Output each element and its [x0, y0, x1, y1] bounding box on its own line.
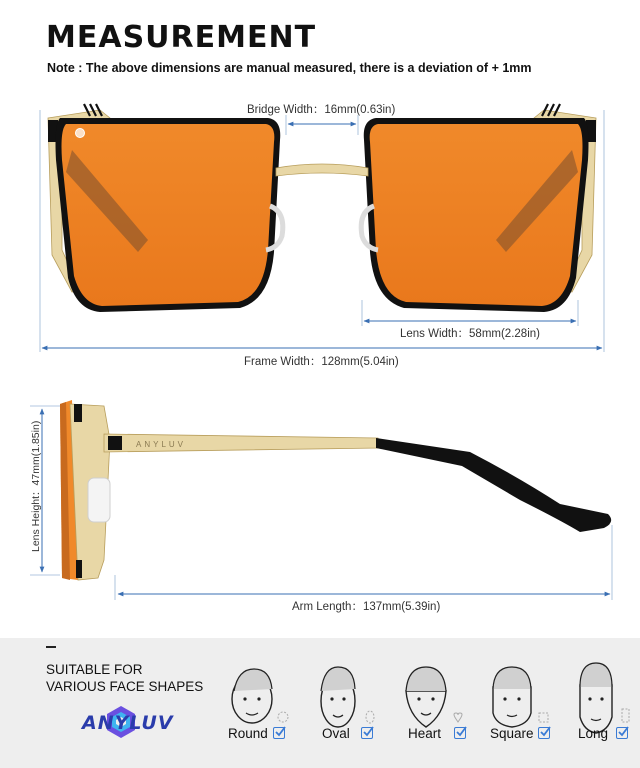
face-label-heart: Heart — [408, 726, 442, 741]
dash-divider — [46, 646, 56, 648]
checkbox-heart — [454, 727, 466, 739]
face-label-square: Square — [490, 726, 534, 741]
face-label-round: Round — [228, 726, 268, 741]
lens-width-label: Lens Width：58mm(2.28in) — [400, 328, 540, 340]
face-label-oval: Oval — [322, 726, 350, 741]
checkbox-long — [616, 727, 628, 739]
measurement-note: Note : The above dimensions are manual measured, there is a deviation of + 1mm — [47, 61, 532, 75]
front-view-glasses — [40, 104, 604, 352]
temple-engraving: ANYLUV — [136, 440, 187, 449]
bridge-width-label: Bridge Width：16mm(0.63in) — [247, 104, 396, 116]
frame-width-label: Frame Width：128mm(5.04in) — [244, 356, 399, 368]
check-icon — [539, 726, 551, 738]
side-view-glasses — [30, 400, 612, 600]
brand-name: ANYLUV — [82, 712, 174, 734]
check-icon — [362, 726, 374, 738]
face-label-long: Long — [578, 726, 609, 741]
arm-length-label: Arm Length：137mm(5.39in) — [292, 601, 441, 613]
suitable-line-2: VARIOUS FACE SHAPES — [46, 679, 204, 694]
check-icon — [617, 726, 629, 738]
page-title: MEASUREMENT — [46, 20, 317, 55]
check-icon — [455, 726, 467, 738]
check-icon — [274, 726, 286, 738]
lens-height-label: Lens Height：47mm(1.85in) — [30, 420, 42, 552]
checkbox-round — [273, 727, 285, 739]
suitable-heading — [46, 661, 203, 695]
suitable-line-1: SUITABLE FOR — [46, 662, 143, 677]
checkbox-square — [538, 727, 550, 739]
checkbox-oval — [361, 727, 373, 739]
